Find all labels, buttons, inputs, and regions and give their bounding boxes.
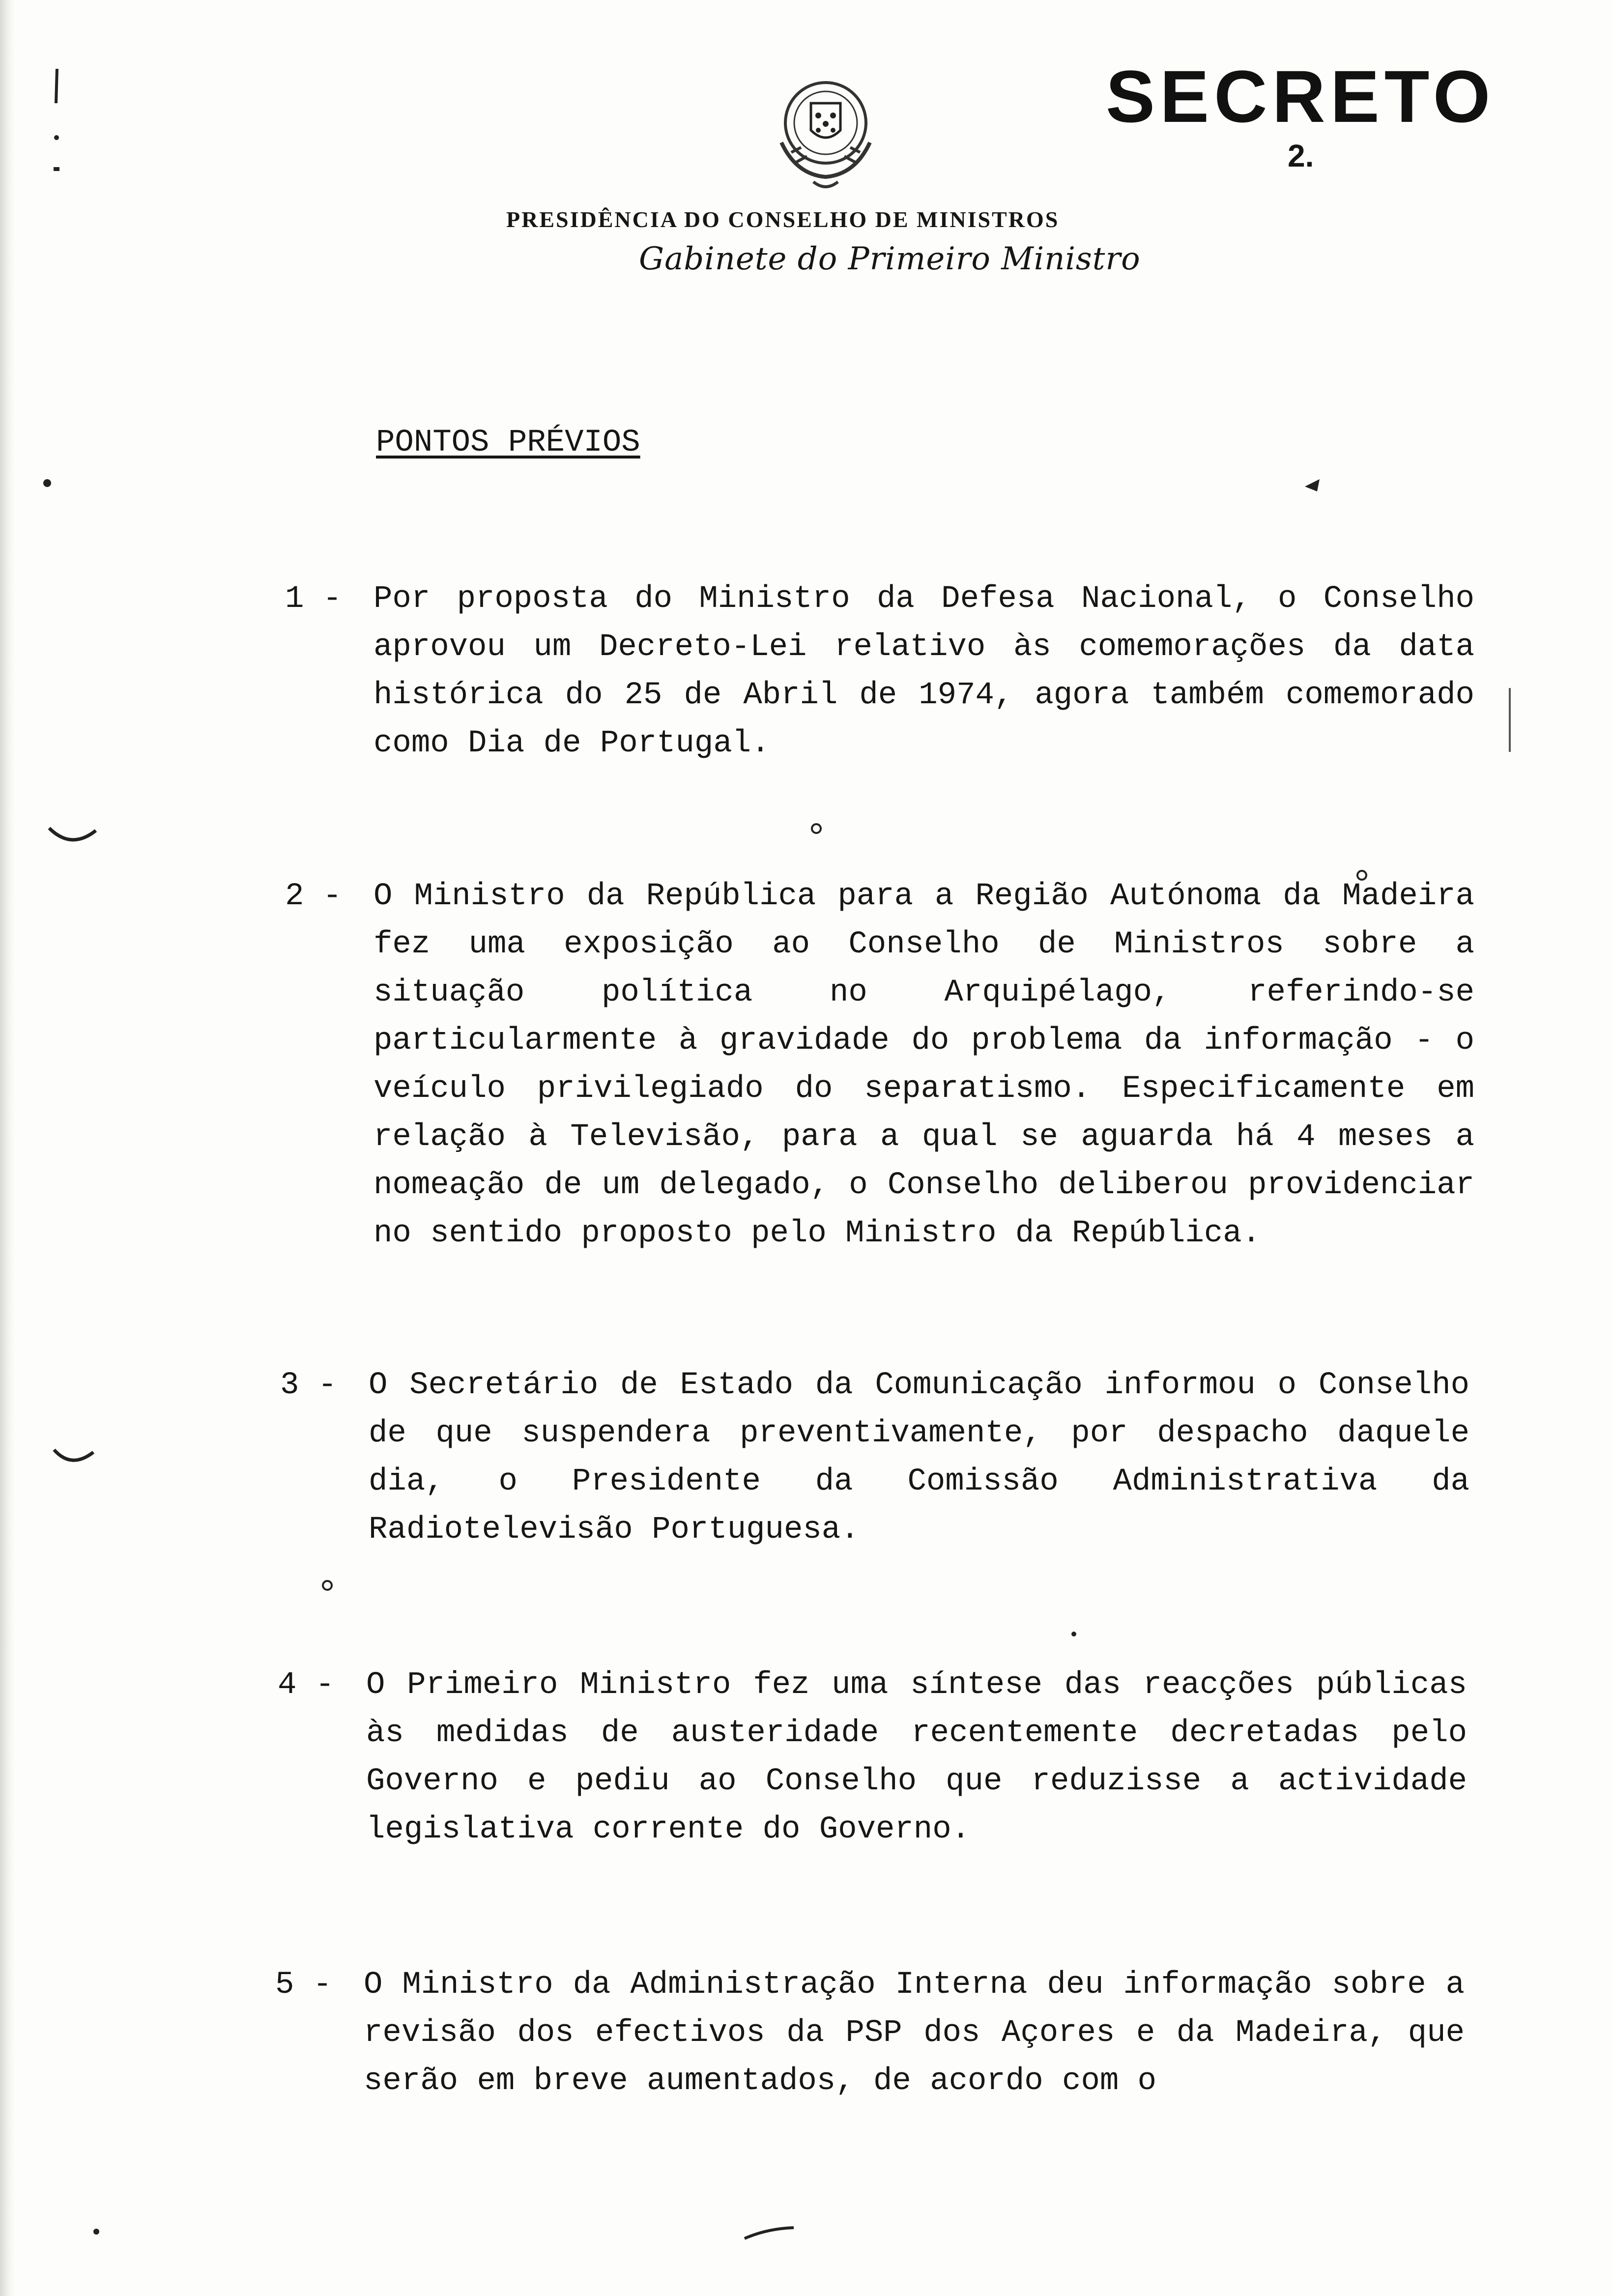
item-number: 5 - bbox=[275, 1967, 332, 2003]
scan-artifact bbox=[43, 479, 51, 487]
scan-artifact bbox=[811, 823, 822, 834]
scan-artifact bbox=[322, 1580, 333, 1591]
section-heading: PONTOS PRÉVIOS bbox=[376, 425, 640, 460]
item-number: 1 - bbox=[285, 581, 342, 617]
item-text: Por proposta do Ministro da Defesa Nacional, o Conselho aprovou um Decreto-Lei relativo às comemorações da data histórica do 25 de Abril de 1974, agora também comemorado como Dia de Portugal. bbox=[374, 581, 1474, 761]
item-text: O Ministro da Administração Interna deu informação sobre a revisão dos efectivos da PSP dos Açores e da Madeira, que serão em breve aumentados, de acordo com o bbox=[364, 1967, 1465, 2099]
item-text: O Ministro da República para a Região Autónoma da Madeira fez uma exposição ao Conselho de Ministros sobre a situação política no Arquipélago, referindo-se particularmente à gravidade do problema da informação - o veículo privilegiado do separatismo. Especificamente em relação à Televisão, para a qual se aguarda há 4 meses a nomeação de um delegado, o Conselho deliberou providenciar no sentido proposto pelo Ministro da República. bbox=[374, 879, 1474, 1251]
item-text: O Secretário de Estado da Comunicação informou o Conselho de que suspendera preventivamente, por despacho daquele dia, o Presidente da Comissão Administrativa da Radiotelevisão Portuguesa. bbox=[369, 1368, 1469, 1548]
scan-artifact bbox=[93, 2229, 99, 2235]
scan-artifact bbox=[1302, 477, 1322, 496]
office-title: PRESIDÊNCIA DO CONSELHO DE MINISTROS bbox=[506, 207, 1060, 232]
scan-artifact bbox=[47, 64, 66, 177]
coat-of-arms-icon bbox=[767, 69, 885, 197]
scan-artifact bbox=[1509, 688, 1511, 752]
punch-hole-mark bbox=[52, 1442, 96, 1472]
scan-artifact bbox=[1071, 1632, 1076, 1636]
scan-artifact bbox=[742, 2224, 796, 2243]
item-number: 4 - bbox=[278, 1667, 335, 1703]
binding-edge bbox=[0, 0, 15, 2296]
page-number: 2. bbox=[1288, 138, 1314, 173]
office-subtitle: Gabinete do Primeiro Ministro bbox=[639, 241, 1141, 277]
scan-artifact bbox=[1356, 870, 1367, 881]
punch-hole-mark bbox=[47, 821, 101, 850]
item-text: O Primeiro Ministro fez uma síntese das reacções públicas às medidas de austeridade recentemente decretadas pelo Governo e pediu ao Conselho que reduzisse a actividade legislativa corrente do Governo. bbox=[366, 1667, 1467, 1847]
classification-stamp: SECRETO bbox=[1106, 55, 1496, 138]
item-number: 3 - bbox=[280, 1368, 337, 1403]
item-number: 2 - bbox=[285, 879, 342, 914]
